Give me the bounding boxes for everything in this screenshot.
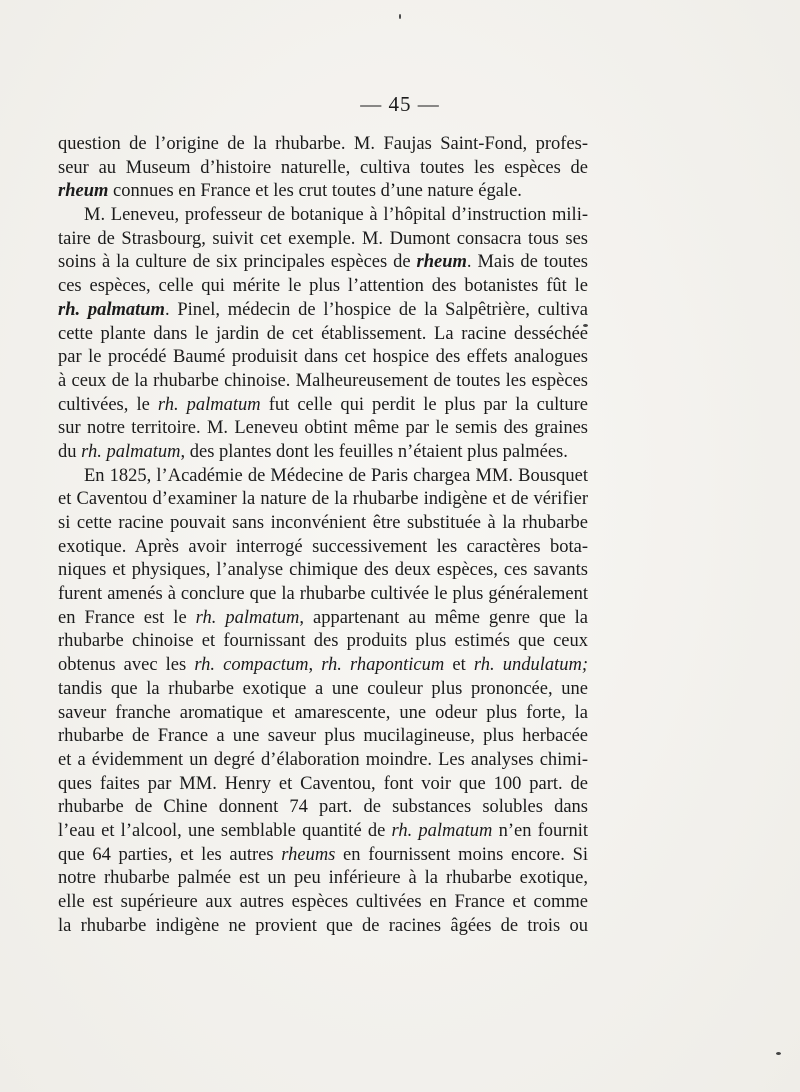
text-line: soins à la culture de six principales espèces de rheum. Mais de toutes xyxy=(58,252,588,273)
body-text xyxy=(58,133,588,938)
text-line: ces espèces, celle qui mérite le plus l’attention des botanistes fût le xyxy=(58,276,588,297)
text-line: saveur franche aromatique et amarescente, une odeur plus forte, la xyxy=(58,702,588,723)
text-line: cette plante dans le jardin de cet établissement. La racine desséchée xyxy=(58,323,588,344)
text-line: rhubarbe chinoise et fournissant des produits plus estimés que ceux xyxy=(58,631,588,652)
text-line: par le procédé Baumé produisit dans cet hospice des effets analogues xyxy=(58,347,588,368)
text-line: que 64 parties, et les autres rheums en fournissent moins encore. Si xyxy=(58,844,588,865)
text-line: tandis que la rhubarbe exotique a une couleur plus prononcée, une xyxy=(58,678,588,699)
text-line: rh. palmatum. Pinel, médecin de l’hospice de la Salpêtrière, cultiva xyxy=(58,299,588,320)
text-line: en France est le rh. palmatum, appartenant au même genre que la xyxy=(58,607,588,628)
text-line: rheum connues en France et les crut toutes d’une nature égale. xyxy=(58,181,522,202)
paper-speck xyxy=(399,14,401,19)
text-line: si cette racine pouvait sans inconvénient être substituée à la rhubarbe xyxy=(58,513,588,533)
text-line: la rhubarbe indigène ne provient que de racines âgées de trois ou xyxy=(58,915,588,936)
text-line: niques et physiques, l’analyse chimique des deux espèces, ces savants xyxy=(58,560,588,581)
text-line: M. Leneveu, professeur de botanique à l’hôpital d’instruction mili- xyxy=(84,205,588,226)
text-line: et Caventou d’examiner la nature de la rhubarbe indigène et de vérifier xyxy=(58,489,588,510)
paper-speck xyxy=(776,1052,781,1055)
text-line: du rh. palmatum, des plantes dont les feuilles n’étaient plus palmées. xyxy=(58,441,568,462)
text-line: ques faites par MM. Henry et Caventou, font voir que 100 part. de xyxy=(58,773,588,794)
text-line: l’eau et l’alcool, une semblable quantité de rh. palmatum n’en fournit xyxy=(58,820,588,841)
text-line: sur notre territoire. M. Leneveu obtint même par le semis des graines xyxy=(58,418,588,439)
text-line: En 1825, l’Académie de Médecine de Paris chargea MM. Bousquet xyxy=(84,465,588,486)
text-line: taire de Strasbourg, suivit cet exemple. M. Dumont consacra tous ses xyxy=(58,228,588,249)
text-line: notre rhubarbe palmée est un peu inférieure à la rhubarbe exotique, xyxy=(58,868,588,889)
text-line: furent amenés à conclure que la rhubarbe cultivée le plus généralement xyxy=(58,584,588,605)
text-line: rhubarbe de Chine donnent 74 part. de substances solubles dans xyxy=(58,797,588,818)
text-line: et a évidemment un degré d’élaboration moindre. Les analyses chimi- xyxy=(58,749,588,770)
text-line: rhubarbe de France a une saveur plus mucilagineuse, plus herbacée xyxy=(58,726,588,747)
text-line: cultivées, le rh. palmatum fut celle qui perdit le plus par la culture xyxy=(58,394,588,415)
text-line: à ceux de la rhubarbe chinoise. Malheureusement de toutes les espèces xyxy=(58,370,588,391)
text-line: obtenus avec les rh. compactum, rh. rhaponticum et rh. undulatum; xyxy=(58,655,588,676)
text-line: elle est supérieure aux autres espèces cultivées en France et comme xyxy=(58,892,588,912)
text-line: seur au Museum d’histoire naturelle, cultiva toutes les espèces de xyxy=(58,157,588,178)
text-line: exotique. Après avoir interrogé successivement les caractères bota- xyxy=(58,536,588,557)
page-number: — 45 — xyxy=(360,92,440,116)
text-line: question de l’origine de la rhubarbe. M. Faujas Saint-Fond, profes- xyxy=(58,134,588,154)
